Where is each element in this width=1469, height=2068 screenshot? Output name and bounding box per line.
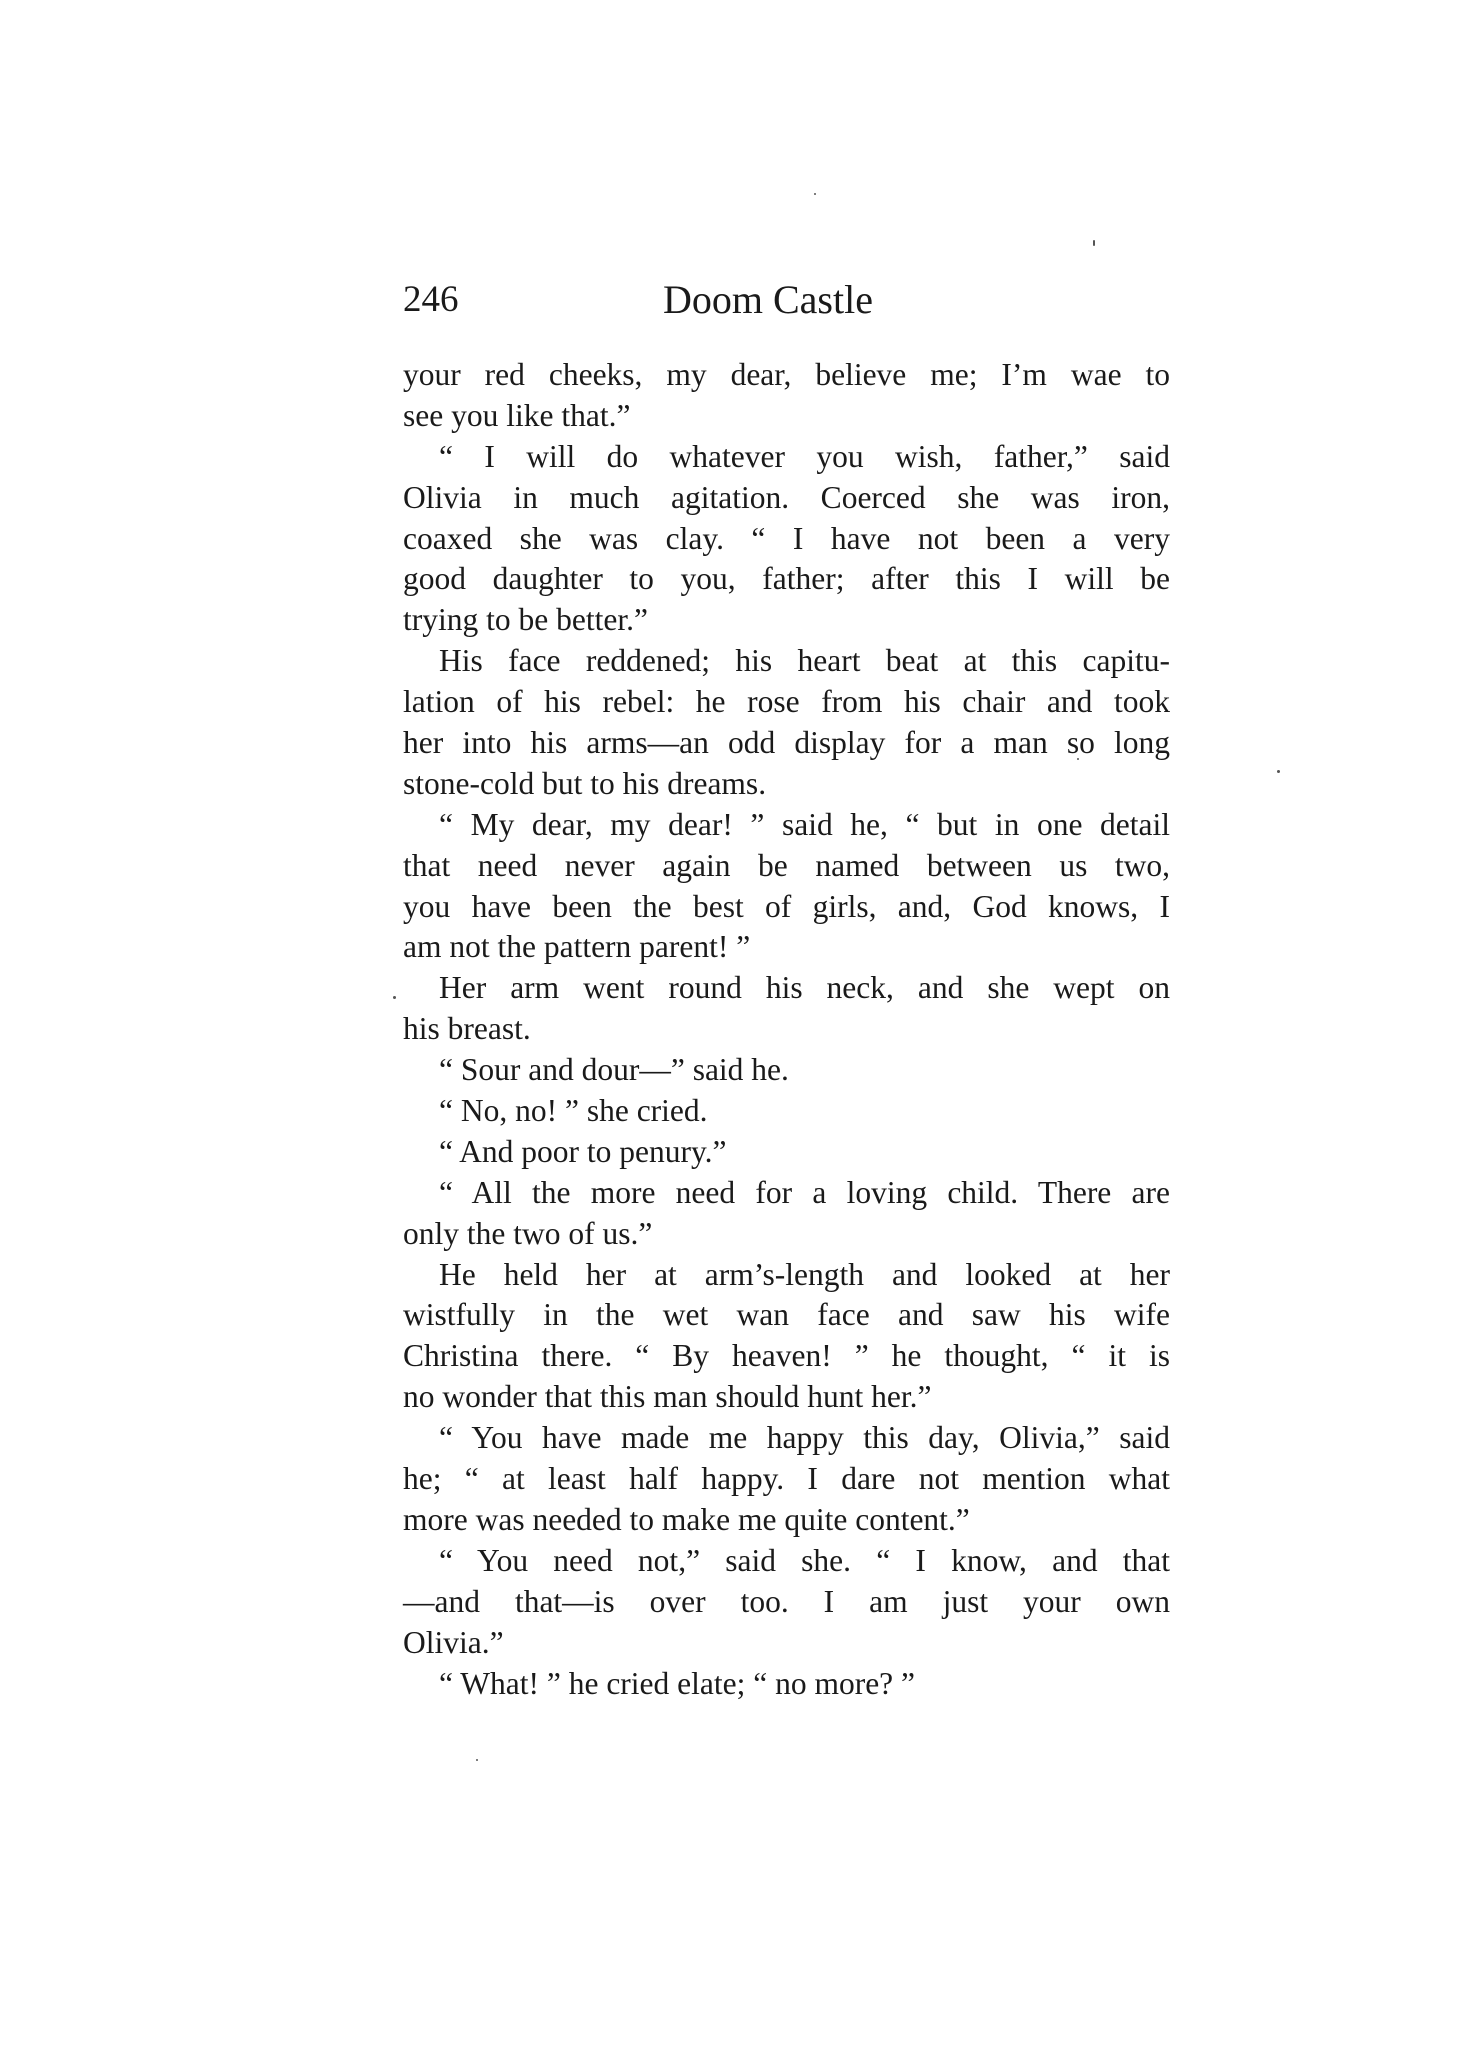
text-line: wistfully in the wet wan face and saw his wife [403,1297,1170,1333]
text-line: stone-cold but to his dreams. [403,765,767,801]
text-line: only the two of us.” [403,1215,653,1251]
scan-speck [814,193,816,195]
body-text [403,355,1170,1704]
text-line: His face reddened; his heart beat at this capitu- [439,643,1170,679]
scan-speck [1093,240,1095,246]
text-line: his breast. [403,1011,531,1047]
text-line: “ What! ” he cried elate; “ no more? ” [439,1665,916,1701]
text-line: trying to be better.” [403,602,648,638]
text-line: He held her at arm’s-length and looked at her [439,1256,1170,1292]
text-line: “ You have made me happy this day, Olivia,” said [439,1420,1170,1456]
text-line: “ And poor to penury.” [439,1133,727,1169]
text-line: “ You need not,” said she. “ I know, and that [439,1542,1170,1578]
text-line: “ I will do whatever you wish, father,” said [439,438,1170,474]
text-line: “ Sour and dour—” said he. [439,1052,789,1088]
text-line: am not the pattern parent! ” [403,929,751,965]
text-line: you have been the best of girls, and, God knows, I [403,888,1170,924]
text-line: that need never again be named between us two, [403,847,1170,883]
page-header [403,270,1170,330]
text-line: “ My dear, my dear! ” said he, “ but in one detail [439,806,1170,842]
text-line: he; “ at least half happy. I dare not mention what [403,1461,1170,1497]
text-line: coaxed she was clay. “ I have not been a very [403,520,1170,556]
scan-speck [1277,770,1280,773]
text-line: see you like that.” [403,397,631,433]
text-line: “ All the more need for a loving child. There are [439,1174,1170,1210]
text-line: your red cheeks, my dear, believe me; I’m wae to [403,357,1170,392]
text-line: Olivia in much agitation. Coerced she was iron, [403,479,1170,515]
text-line: lation of his rebel: he rose from his chair and took [403,684,1170,720]
scan-speck [476,1759,478,1761]
text-line: —and that—is over too. I am just your own [403,1583,1170,1619]
text-line: more was needed to make me quite content.” [403,1501,970,1537]
text-line: good daughter to you, father; after this I will be [403,561,1170,597]
page-number: 246 [403,279,459,320]
text-line: Olivia.” [403,1624,504,1660]
text-line: Her arm went round his neck, and she wept on [439,970,1170,1006]
text-line: her into his arms—an odd display for a man so long [403,725,1170,761]
text-line: Christina there. “ By heaven! ” he thought, “ it is [403,1338,1170,1374]
text-line: “ No, no! ” she cried. [439,1093,708,1129]
text-line: no wonder that this man should hunt her.” [403,1379,932,1415]
running-title: Doom Castle [663,277,873,322]
scan-speck [393,996,396,999]
